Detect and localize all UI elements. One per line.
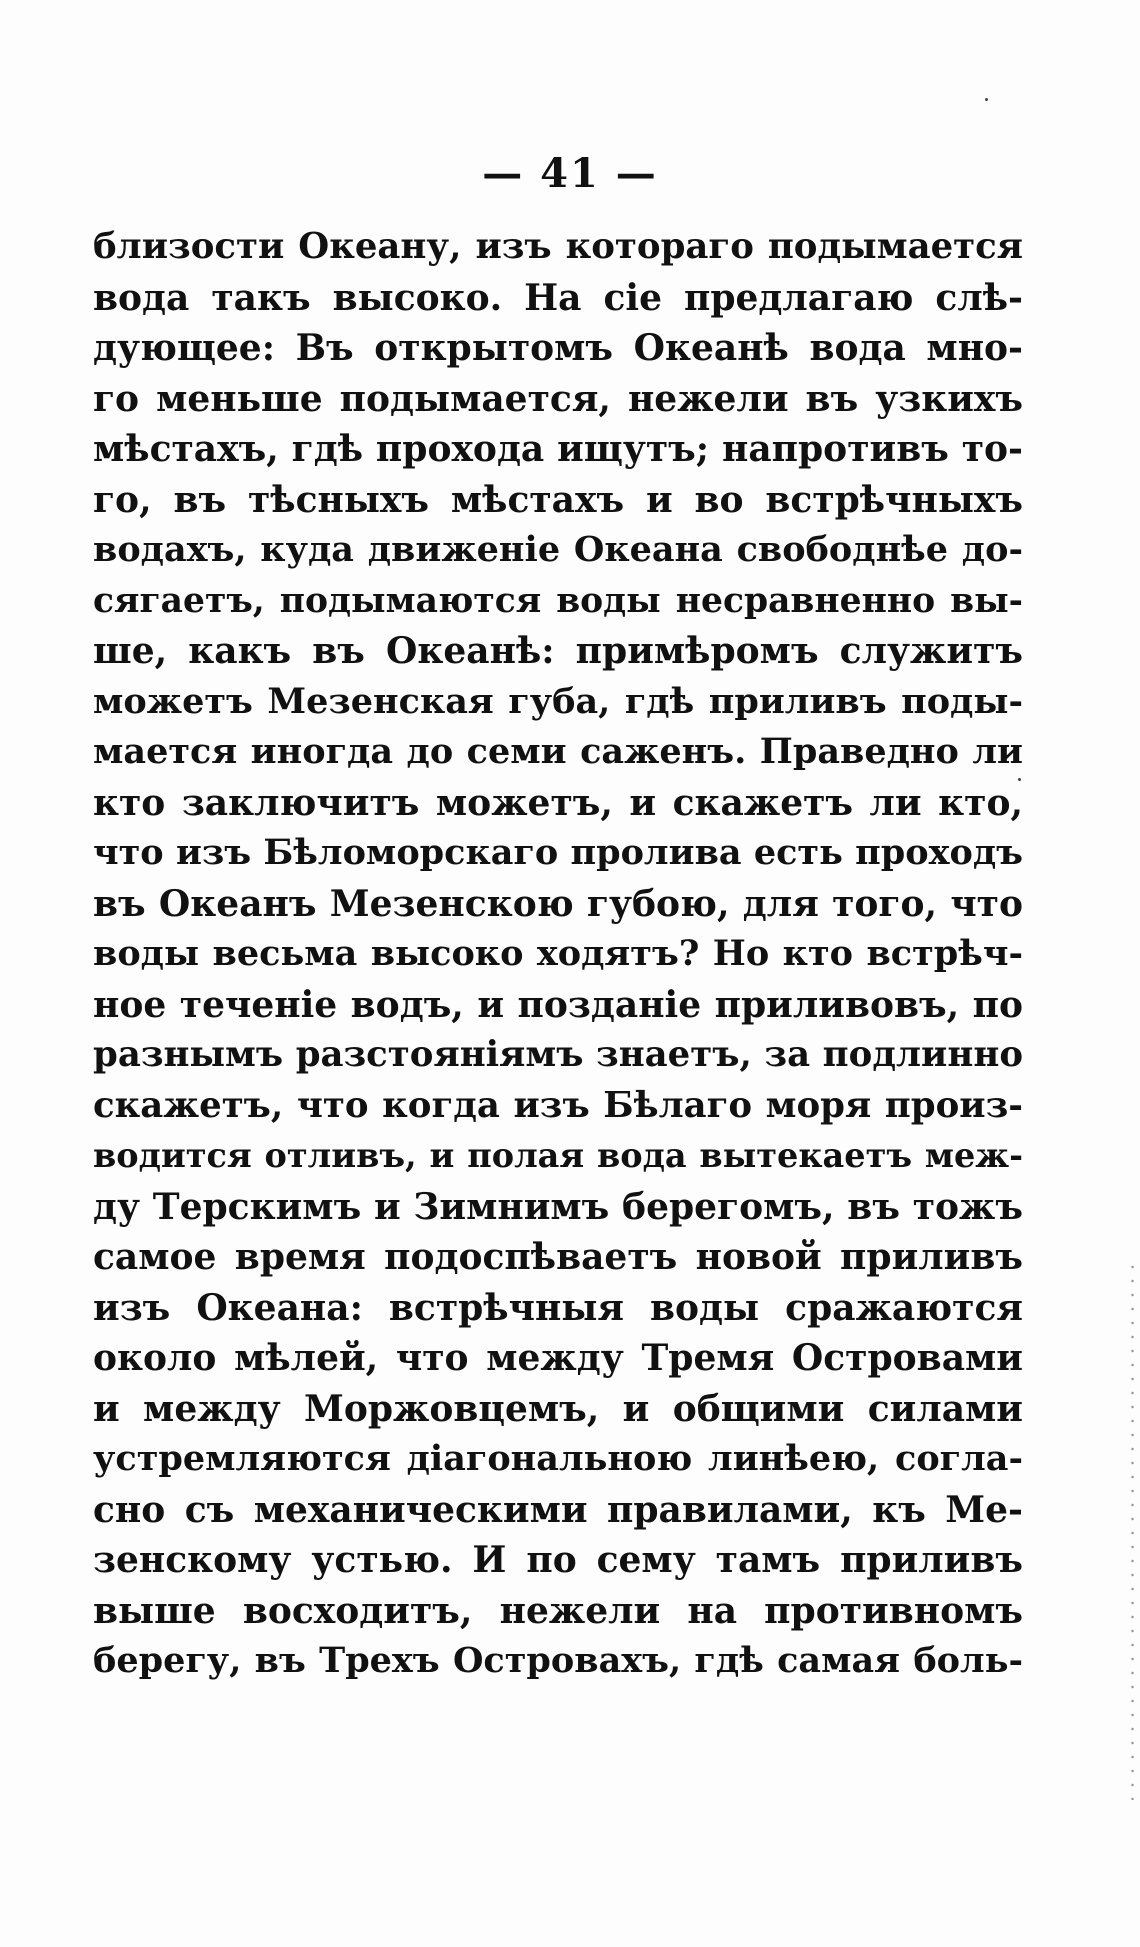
- text-line: близости Океану, изъ котораго подымается: [93, 226, 1023, 267]
- text-line: что изъ Бѣломорскаго пролива есть проходъ: [93, 832, 1023, 873]
- text-line: и между Моржовцемъ, и общими силами: [93, 1387, 1023, 1430]
- text-line: дующее: Въ открытомъ Океанѣ вода мно-: [93, 327, 1023, 369]
- text-line: зенскому устью. И по сему тамъ приливъ: [93, 1539, 1023, 1581]
- text-line: ду Терскимъ и Зимнимъ берегомъ, въ тожъ: [93, 1185, 1023, 1228]
- text-line: кто заключитъ можетъ, и скажетъ ли кто,: [93, 781, 1023, 824]
- text-line: самое время подоспѣваетъ новой приливъ: [93, 1236, 1023, 1278]
- ink-speck: [1018, 778, 1021, 781]
- text-line: воды весьма высоко ходятъ? Но кто встрѣч-: [93, 933, 1023, 974]
- text-line: устремляются діагональною линѣею, согла-: [93, 1438, 1023, 1479]
- text-line: мѣстахъ, гдѣ прохода ищутъ; напротивъ то-: [93, 428, 1023, 470]
- text-line: сно съ механическими правилами, къ Ме-: [93, 1488, 1023, 1531]
- ink-speck: [985, 98, 988, 101]
- text-line: сягаетъ, подымаются воды несравненно вы-: [93, 580, 1023, 621]
- page-number: — 41 —: [482, 150, 658, 197]
- text-line: ное теченіе водъ, и позданіе приливовъ, по: [93, 983, 1023, 1026]
- text-line: въ Океанъ Мезенскою губою, для того, что: [93, 882, 1023, 925]
- text-line: водахъ, куда движеніе Океана свободнѣе до-: [93, 529, 1023, 570]
- text-line: можетъ Мезенская губа, гдѣ приливъ поды-: [93, 680, 1023, 722]
- text-line: ше, какъ въ Океанѣ: примѣромъ служитъ: [93, 630, 1023, 672]
- text-line: го, въ тѣсныхъ мѣстахъ и во встрѣчныхъ: [93, 478, 1023, 521]
- text-line: изъ Океана: встрѣчныя воды сражаются: [93, 1286, 1023, 1329]
- margin-speckles: [1131, 1260, 1134, 1800]
- text-line: го меньше подымается, нежели въ узкихъ: [93, 377, 1023, 420]
- text-line: выше восходитъ, нежели на противномъ: [93, 1589, 1023, 1632]
- text-line: мается иногда до семи саженъ. Праведно ли: [93, 731, 1023, 772]
- text-line: разнымъ разстояніямъ знаетъ, за подлинно: [93, 1034, 1023, 1075]
- text-line: берегу, въ Трехъ Островахъ, гдѣ самая боль-: [93, 1640, 1023, 1681]
- text-line: скажетъ, что когда изъ Бѣлаго моря произ-: [93, 1084, 1023, 1126]
- text-line: около мѣлей, что между Тремя Островами: [93, 1337, 1023, 1379]
- text-line: вода такъ высоко. На сіе предлагаю слѣ-: [93, 276, 1023, 319]
- text-line: водится отливъ, и полая вода вытекаетъ меж-: [93, 1136, 1023, 1175]
- body-text: [93, 222, 1023, 1687]
